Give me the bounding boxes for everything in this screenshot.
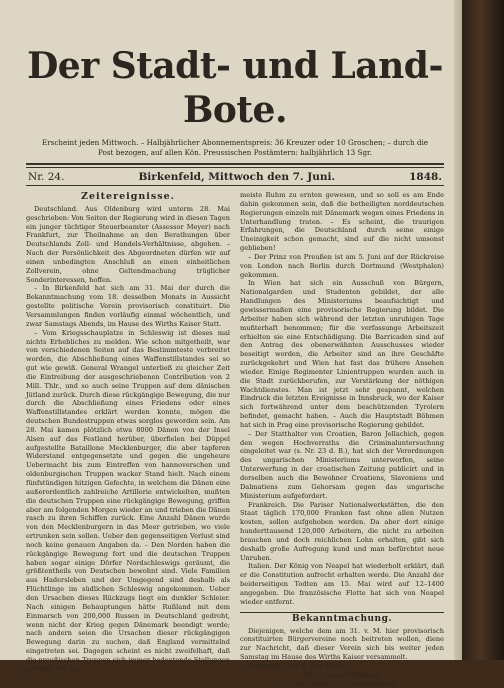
subline-line-2: Post bezogen, auf allen Kön. Preussischen Postämtern: halbjährlich 13 Sgr. bbox=[98, 147, 372, 157]
subline-line-1: Erscheint jeden Mittwoch. – Halbjährlicher Abonnementspreis: 36 Kreuzer oder 10 Groschen; – durch die bbox=[41, 138, 429, 147]
notice-signer-1: Ritz, provis. Präsident. bbox=[303, 670, 381, 679]
article-paragraph: Deutschland. Aus Oldenburg wird unterm 28. Mai geschrieben: Von Seiten der Regierung wird in diesen Tagen ein junger tüchtiger Steuerbeamter (Assessor Meyer) nach Frankfurt, zur Theilnahme an den Berathungen über Deutschlands Zoll- und Handels-Verhältnisse, abgehen. – Nach der Persönlichkeit des Abgeordneten dürfen wir auf einen unbedingten Anschluß an einen einheitlichen Zollverein, ohne Geltendmachung trüglicher Sonderinteressen, hoffen. bbox=[26, 204, 230, 284]
dateline bbox=[26, 168, 444, 185]
left-column bbox=[26, 191, 230, 688]
book-spine bbox=[462, 0, 504, 660]
notice-date: Birkenfeld, den 6. Juni 1848. bbox=[248, 661, 345, 670]
issue-number: Nr. 24. bbox=[28, 171, 65, 183]
right-column bbox=[240, 191, 444, 688]
issue-year: 1848. bbox=[409, 171, 442, 183]
article-columns bbox=[26, 191, 444, 688]
notice-signer-2: C. Th. Naeher, p. t. Schriftführer. bbox=[286, 679, 398, 688]
single-rule bbox=[26, 185, 444, 186]
masthead-title: Der Stadt- und Land-Bote. bbox=[27, 45, 443, 131]
notice-separator bbox=[240, 612, 444, 613]
notice-text: Diejenigen, welche dem am 31. v. M. hier provisorisch constituirten Bürgervereine noch beitreten wollen, diene zur Nachricht, daß dieser Verein sich bis weiter jeden Samstag im Hause des Wirths Kaiser versammelt. bbox=[240, 626, 444, 662]
article-paragraph: meiste Ruhm zu ernten gewesen, und so soll es am Ende dahin gekommen sein, daß die betheiligten norddeutschen Regierungen einzeln mit Dänemark wegen eines Friedens in Unterhandlung traten. – Es scheint, die traurigen Erfahrungen, die Deutschland durch seine einige Uneinigkeit schon gemacht, sind auf die nicht umsonst geblieben! bbox=[240, 191, 444, 253]
masthead-subline bbox=[26, 138, 444, 157]
section-title: Zeitereignisse. bbox=[81, 191, 175, 202]
article-paragraph: – Der Prinz von Preußen ist am 5. Juni auf der Rückreise von London nach Berlin durch Dortmund (Westphalen) gekommen. bbox=[240, 252, 444, 279]
notice-title: Bekanntmachung. bbox=[291, 613, 393, 624]
article-paragraph: – Der Statthalter von Croatien, Baron Jellachich, gegen den wegen Hochverraths die Criminaluntersuchung eingeleitet war (s. Nr. 23 d. B.), hat sich der Verordnungen des ungarischen Ministeriums unterworfen, seine Unterwerfung in der croatischen Zeitung publicirt und in derselben auch die Bewohner Croatiens, Slavoniens und Dalmatiens zum Gehorsam gegen das ungarische Ministerium aufgefordert. bbox=[240, 429, 444, 500]
article-paragraph: Frankreich. Die Pariser Nationalwerkstätten, die den Staat täglich 170,000 Franken fast ohne allen Nutzen kosten, sollen aufgehoben werden. Da aber dort einige hunderttausend 120,000 Arbeitern, die nicht zu arbeiten brauchen und doch reichlichen Lohn erhalten, gibt sich deshalb große Aufregung kund und man befürchtet neue Unruhen. bbox=[240, 500, 444, 562]
page-edge bbox=[454, 0, 462, 660]
article-paragraph: In Wien hat sich ein Ausschuß von Bürgern, Nationalgarden und Studenten gebildet, der alle Handlungen des Ministeriums beaufsichtigt und gewissermaßen eine provisorische Regierung bildet. Die Arbeiter haben sich während der letzten unruhigen Tage mußterhaft benommen; für die verfassunge Arbeitszeit erhielten sie eine Entschädigung. Die Barricaden sind auf den Antrag des obenerwähnten Ausschusses wieder beseitigt worden, die Arbeiter sind an ihre Geschäfte zurückgekehrt und Wien hat fast das frühere Ansehen wieder. Einige Regimenter Linientruppen wurden auch in die Stadt zurückberufen, zur Verstärkung der nöthigen Wachtdienstes. Man ist jetzt sehr gespannt, welchen Eindruck die letzten Ereignisse in Innsbruck, wo der Kaiser sich fortwährend unter dem beschützenden Tyrolern befindet, gemacht haben. – Auch die Hauptstadt Böhmen hat sich in Prag eine provisorische Regierung gebildet. bbox=[240, 279, 444, 429]
article-paragraph: Italien. Der König von Neapel hat wiederholt erklärt, daß er die Constitution aufrecht erhalten werde. Die Anzahl der beiderseitigen Todten am 15. Mai wird auf 12–1400 angegeben. Die französische Flotte hat sich von Neapel wieder entfernt. bbox=[240, 562, 444, 606]
article-paragraph: – Vom Kriegsschauplatze in Schleswig ist dieses mal nichts Erhebliches zu melden. Wie schon mitgetheilt, war von verschiedenen Seiten auf das Bestimmteste verbreitet worden, die Abschließung eines Waffenstillstandes sei so gut wie gewiß. General Wrangel unterließ zu gleicher Zeit die Eintreibung der ausgeschriebenen Contribution von 2 Mill. Thlr., und so auch seine Truppen auf dem dänischen Jütland zurück. Durch diese rückgängige Bewegung, die nur durch die Abschließung eines Friedens oder eines Waffenstillstandes erklärt werden konnte, mögen die deutschen Bundestruppen etwas sorglos geworden sein. Am 28. Mai kamen plötzlich etwa 8000 Dänen von der Insel Alsen auf das Festland herüber, überfielen bei Düppel aufgestellte Bataillone Mecklenburger, die aber tapferen Widerstand entgegensetzte und gegen die ungeheure Uebermacht bis zum Eintreffen von hannoverschen und oldenburgischen Truppen wacker Stand hielt. Nach einem fünfstündigen hitzigen Gefechte, in welchem die Dänen eine außerordentlich zahlreiche Artillerie entwickelten, mußten die deutschen Truppen eine rückgängige Bewegung, griffen aber am folgenden Morgen wieder an und trieben die Dänen rasch zu ihren Schiffen zurück. Eine Anzahl Dänen wurde von den Mecklenburgern in das Meer getrieben, wo viele ertrunken sein sollen. Ueber den gegenseitigen Verlust sind noch keine genauen Angaben da. – Den Norden haben die rückgängige Bewegung fort und die deutschen Truppen haben sogar einige Dörfer Nordschleswigs geräumt, die größtentheils von Deutschen bewohnt sind. Viele Familien aus Hadersleben und der Umgegend sind deshalb als Flüchtlinge im südlichen Schleswig angekommen. Ueber den Ursachen dieses Rückzugs liegt ein dunkler Schleier. Nach einigen Behauptungen hätte Rußland mit dem Einmarsch von 200,000 Russen in Deutschland gedroht, wenn nicht der Krieg gegen Dänemark beendigt werde; nach andern seien die Ursachen dieser rückgängigen Bewegung darin zu suchen, daß England vermittelnd eingetreten sei. Dagegen scheint es nicht zweifelhaft, daß die preußischen Truppen sich immer bedeutende Stellungen gewählt, wo der bbox=[26, 328, 230, 673]
article-paragraph: – In Birkenfeld hat sich am 31. Mai der durch die Bekanntmachung vom 18. desselben Monats in Aussicht gestellte politische Verein provisorisch constituirt. Die Versammlungen finden vorläufig einmal wöchentlich, und zwar Samstags Abends, im Hause des Wirths Kaiser Statt. bbox=[26, 284, 230, 328]
place-date: Birkenfeld, Mittwoch den 7. Juni. bbox=[138, 171, 336, 183]
